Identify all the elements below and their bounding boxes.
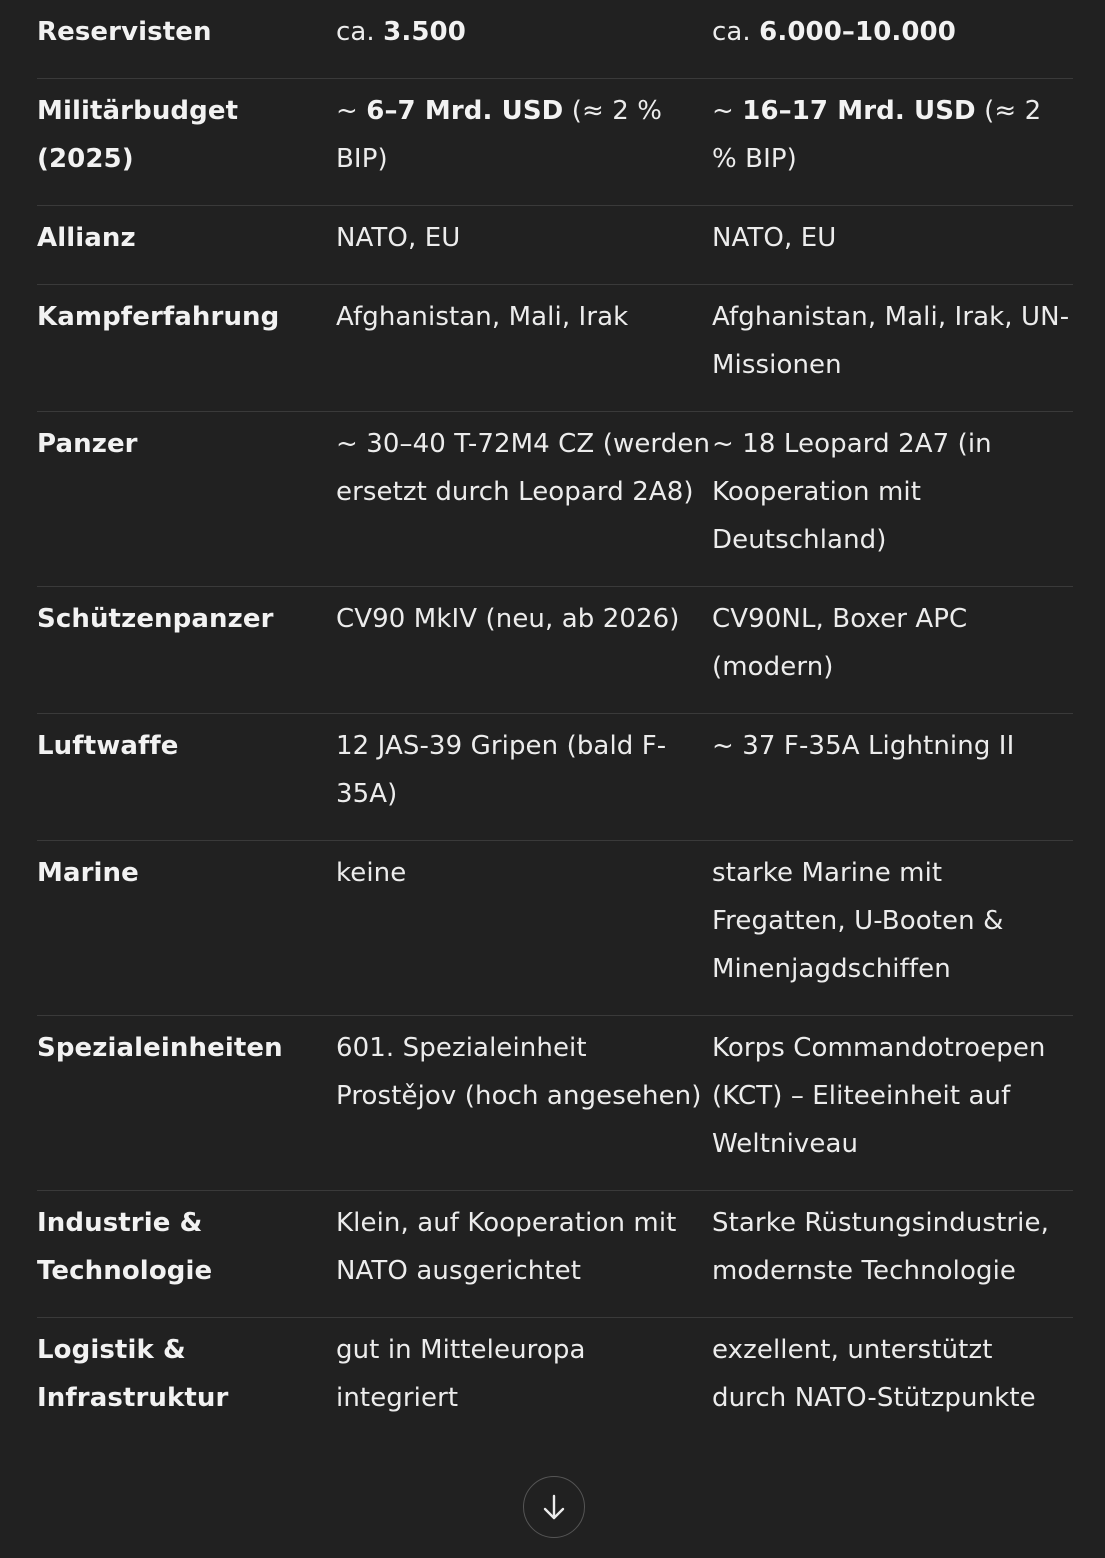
row-label: Militärbudget (2025): [37, 96, 239, 174]
table-row: [37, 1016, 1073, 1191]
row-label: Schützenpanzer: [37, 604, 274, 634]
table-row: [37, 285, 1073, 412]
cz-value: keine: [336, 858, 407, 888]
nl-value: exzellent, unterstützt durch NATO-Stützpunkte: [712, 1335, 1036, 1413]
table-row: [37, 0, 1073, 79]
table-row: [37, 841, 1073, 1016]
nl-value: CV90NL, Boxer APC (modern): [712, 604, 968, 682]
cz-value: 601. Spezialeinheit Prostějov (hoch angesehen): [336, 1033, 702, 1111]
row-label: Reservisten: [37, 17, 212, 47]
cz-value: NATO, EU: [336, 223, 461, 253]
row-label: Allianz: [37, 223, 136, 253]
nl-value: ~ 37 F-35A Lightning II: [712, 731, 1015, 761]
table-row: [37, 1318, 1073, 1444]
cz-value: CV90 MkIV (neu, ab 2026): [336, 604, 680, 634]
row-label: Industrie & Technologie: [37, 1208, 213, 1286]
cz-value: ~ 30–40 T-72M4 CZ (werden ersetzt durch Leopard 2A8): [336, 429, 711, 507]
row-label: Panzer: [37, 429, 138, 459]
comparison-table: [37, 0, 1073, 1444]
nl-value: NATO, EU: [712, 223, 837, 253]
table-row: [37, 587, 1073, 714]
row-label: Kampferfahrung: [37, 302, 280, 332]
table-row: [37, 206, 1073, 285]
row-label: Marine: [37, 858, 139, 888]
table-row: [37, 714, 1073, 841]
nl-value: Starke Rüstungsindustrie, modernste Technologie: [712, 1208, 1049, 1286]
row-label: Spezialeinheiten: [37, 1033, 283, 1063]
nl-value: ~ 18 Leopard 2A7 (in Kooperation mit Deutschland): [712, 429, 992, 555]
cz-value: ca. 3.500: [336, 17, 466, 47]
cz-value: gut in Mitteleuropa integriert: [336, 1335, 586, 1413]
cz-value: Afghanistan, Mali, Irak: [336, 302, 629, 332]
cz-value: 12 JAS-39 Gripen (bald F-35A): [336, 731, 667, 809]
cz-value: ~ 6–7 Mrd. USD (≈ 2 % BIP): [336, 96, 663, 174]
scroll-to-bottom-button[interactable]: [523, 1476, 585, 1538]
row-label: Logistik & Infrastruktur: [37, 1335, 229, 1413]
nl-value: ca. 6.000–10.000: [712, 17, 956, 47]
table-row: [37, 1191, 1073, 1318]
cz-value: Klein, auf Kooperation mit NATO ausgerichtet: [336, 1208, 677, 1286]
table-row: [37, 79, 1073, 206]
nl-value: ~ 16–17 Mrd. USD (≈ 2 % BIP): [712, 96, 1042, 174]
table-row: [37, 412, 1073, 587]
nl-value: starke Marine mit Fregatten, U-Booten & Minenjagdschiffen: [712, 858, 1004, 984]
arrow-down-icon: [541, 1493, 567, 1521]
nl-value: Afghanistan, Mali, Irak, UN-Missionen: [712, 302, 1070, 380]
row-label: Luftwaffe: [37, 731, 179, 761]
nl-value: Korps Commandotroepen (KCT) – Eliteeinheit auf Weltniveau: [712, 1033, 1046, 1159]
